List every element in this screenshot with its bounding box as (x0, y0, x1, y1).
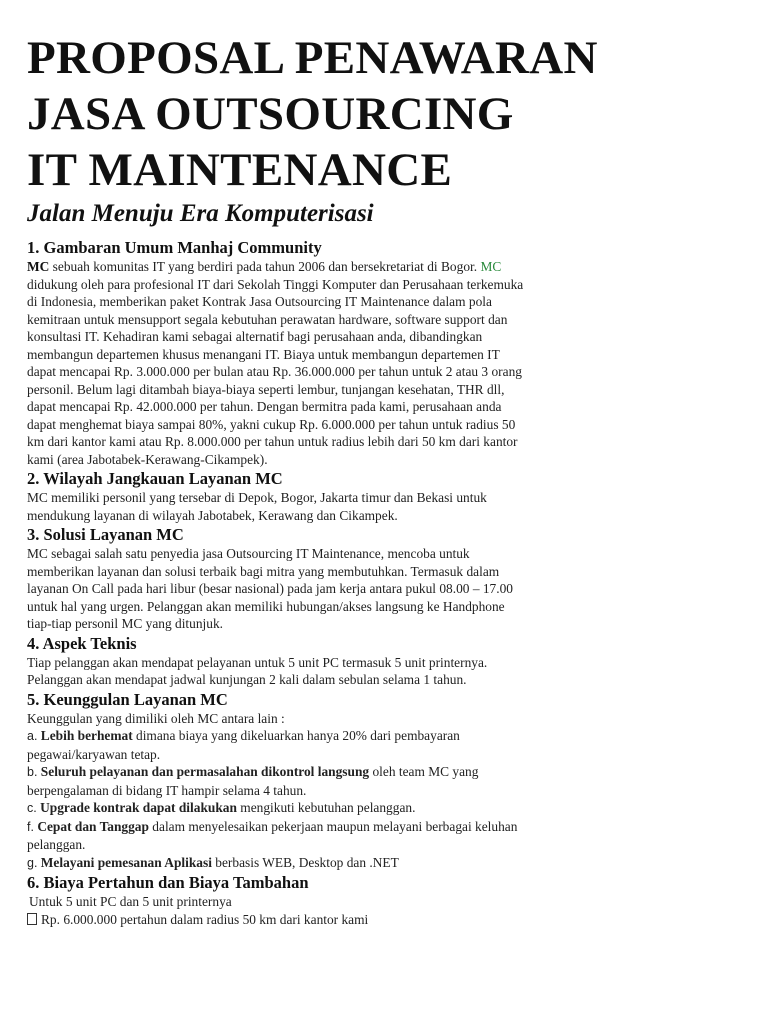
list-item (27, 763, 527, 799)
section-3-text: MC sebagai salah satu penyedia jasa Outsourcing IT Maintenance, mencoba untuk memberikan layanan dan solusi terbaik bagi mitra yang membutuhkan. Termasuk dalam layanan On Call pada hari libur (besar nasional) pada jam kerja antara pukul 08.00 – 17.00 untuk hal yang urgen. Pelanggan akan memiliki hubungan/akses langsung ke Handphone tiap-tiap personil MC yang ditunjuk. (27, 546, 513, 631)
section-1-text (27, 258, 527, 468)
section-5-intro: Keunggulan yang dimiliki oleh MC antara lain : (27, 710, 285, 726)
list-marker: a. (27, 729, 38, 743)
list-item-bold: Cepat dan Tanggap (37, 818, 149, 834)
list-marker: c. (27, 801, 37, 815)
subtitle: Jalan Menuju Era Komputerisasi (27, 200, 374, 227)
list-item-rest: mengikuti kebutuhan pelanggan. (236, 800, 416, 815)
mc-link[interactable]: MC (480, 259, 502, 274)
list-item-bold: Melayani pemesanan Aplikasi (40, 854, 212, 870)
list-item-rest: dalam menyelesaikan pekerjaan maupun melayani berbagai keluhan pelanggan. (27, 818, 518, 852)
list-item (27, 818, 527, 854)
list-item-rest: berbasis WEB, Desktop dan .NET (211, 854, 399, 870)
list-marker: g. (27, 855, 38, 870)
list-item (27, 727, 527, 763)
list-item-bold: Seluruh pelayanan dan permasalahan dikontrol langsung (40, 764, 370, 779)
section-6-line-2 (27, 911, 527, 929)
section-1-title: 1. Gambaran Umum Manhaj Community (27, 238, 322, 257)
list-marker: f. (27, 819, 34, 834)
section-2-title: 2. Wilayah Jangkauan Layanan MC (27, 469, 283, 488)
list-item-bold: Lebih berhemat (40, 728, 133, 743)
section-4-text: Tiap pelanggan akan mendapat pelayanan untuk 5 unit PC termasuk 5 unit printernya. Pelanggan akan mendapat jadwal kunjungan 2 kali dalam sebulan selama 1 tahun. (27, 654, 488, 687)
list-item-rest: oleh team MC yang berpengalaman di bidang IT hampir selama 4 tahun. (27, 764, 479, 798)
section-6-title: 6. Biaya Pertahun dan Biaya Tambahan (27, 873, 309, 892)
title-line-2: JASA OUTSOURCING (27, 88, 514, 140)
title-line-3: IT MAINTENANCE (27, 144, 453, 196)
section-1-text-b: didukung oleh para profesional IT dari Sekolah Tinggi Komputer dan Perusahaan terkemuka di Indonesia, memberikan paket Kontrak Jasa Outsourcing IT Maintenance dalam pola kemitraan untuk mensupport segala kebutuhan perawatan hardware, software support dan konsultasi IT. Kehadiran kami sebagai alternatif bagi perusahaan anda, dibandingkan membangun departemen khusus menangani IT. Biaya untuk membangun departemen IT dapat mencapai Rp. 3.000.000 per bulan atau Rp. 36.000.000 per tahun untuk 2 atau 3 orang personil. Belum lagi ditambah biaya-biaya seperti lembur, tunjangan kesehatan, THR dll, dapat mencapai Rp. 42.000.000 per tahun. Dengan bermitra pada kami, perusahaan anda dapat menghemat biaya sampai 80%, yakni cukup Rp. 6.000.000 per tahun untuk radius 50 km dari kantor kami atau Rp. 8.000.000 per tahun untuk radius lebih dari 50 km dari kantor kami (area Jabotabek-Kerawang-Cikampek). (27, 276, 524, 467)
section-6-line-2-text: Rp. 6.000.000 pertahun dalam radius 50 km dari kantor kami (41, 911, 369, 927)
section-5-title: 5. Keunggulan Layanan MC (27, 689, 228, 709)
section-3-title: 3. Solusi Layanan MC (27, 525, 184, 544)
section-6-line-1: Untuk 5 unit PC dan 5 unit printernya (29, 894, 232, 909)
list-item (27, 799, 527, 818)
list-item-rest: dimana biaya yang dikeluarkan hanya 20% dari pembayaran pegawai/karyawan tetap. (27, 728, 460, 762)
section-4-title: 4. Aspek Teknis (27, 633, 137, 653)
list-marker: b. (27, 765, 38, 779)
missing-glyph-box-icon (27, 913, 37, 925)
section-2-text: MC memiliki personil yang tersebar di Depok, Bogor, Jakarta timur dan Bekasi untuk mendukung layanan di wilayah Jabotabek, Kerawang dan Cikampek. (27, 490, 487, 523)
list-item-bold: Upgrade kontrak dapat dilakukan (40, 800, 237, 815)
mc-bold: MC (27, 259, 50, 274)
title-line-1: PROPOSAL PENAWARAN (27, 32, 598, 84)
section-1-text-a: sebuah komunitas IT yang berdiri pada tahun 2006 dan bersekretariat di Bogor. (49, 259, 481, 274)
list-item (27, 854, 527, 873)
